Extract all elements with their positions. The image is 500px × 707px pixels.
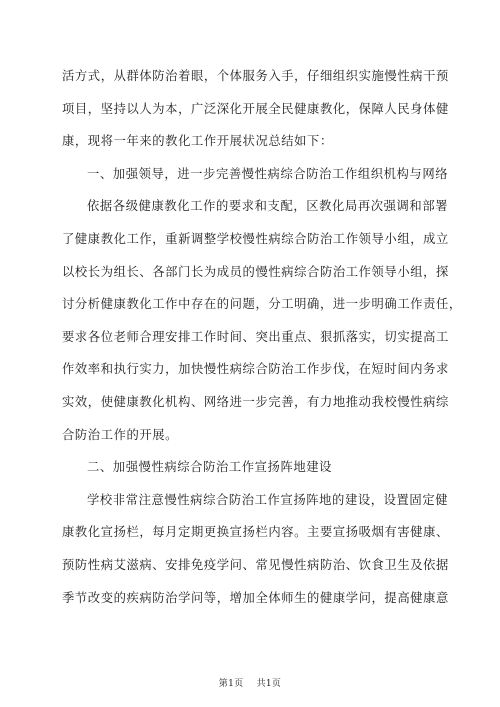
paragraph-line: 康教化宣扬栏，每月定期更换宣扬栏内容。主要宣扬吸烟有害健康、 [62, 525, 449, 540]
paragraph-line: 以校长为组长、各部门长为成员的慢性病综合防治工作领导小组，探 [62, 264, 449, 279]
page-total: 共1页 [256, 679, 282, 689]
paragraph-line: 作效率和执行实力，加快慢性病综合防治工作步伐，在短时间内务求 [62, 362, 449, 377]
paragraph-line: 活方式，从群体防治着眼，个体服务入手，仔细组织实施慢性病干预 [62, 69, 449, 83]
paragraph-line: 要求各位老师合理安排工作时间、突出重点、狠抓落实，切实提高工 [62, 329, 449, 344]
paragraph-line: 学校非常注意慢性病综合防治工作宣扬阵地的建设，设置固定健 [87, 492, 449, 507]
paragraph-line: 康，现将一年来的教化工作开展状况总结如下： [62, 134, 333, 149]
paragraph-line: 依据各级健康教化工作的要求和支配，区教化局再次强调和部署 [87, 199, 449, 214]
page-number: 第1页 [218, 679, 244, 689]
section-heading-2: 二、加强慢性病综合防治工作宣扬阵地建设 [87, 460, 333, 475]
paragraph-line: 项目，坚持以人为本，广泛深化开展全民健康教化，保障人民身体健 [62, 101, 449, 116]
paragraph-line: 合防治工作的开展。 [62, 427, 179, 442]
paragraph-line: 了健康教化工作，重新调整学校慢性病综合防治工作领导小组，成立 [62, 231, 449, 246]
paragraph-line: 预防性病艾滋病、安排免疫学问、常见慢性病防治、饮食卫生及依据 [62, 557, 449, 572]
paragraph-line: 讨分析健康教化工作中存在的问题，分工明确，进一步明确工作责任， [62, 297, 462, 312]
section-heading-1: 一、加强领导，进一步完善慢性病综合防治工作组织机构与网络 [87, 166, 449, 181]
document-body [62, 60, 462, 614]
paragraph-line: 季节改变的疾病防治学问等，增加全体师生的健康学问，提高健康意 [62, 590, 449, 605]
paragraph-line: 实效，使健康教化机构、网络进一步完善，有力地推动我校慢性病综 [62, 394, 449, 409]
page-footer [0, 676, 500, 689]
